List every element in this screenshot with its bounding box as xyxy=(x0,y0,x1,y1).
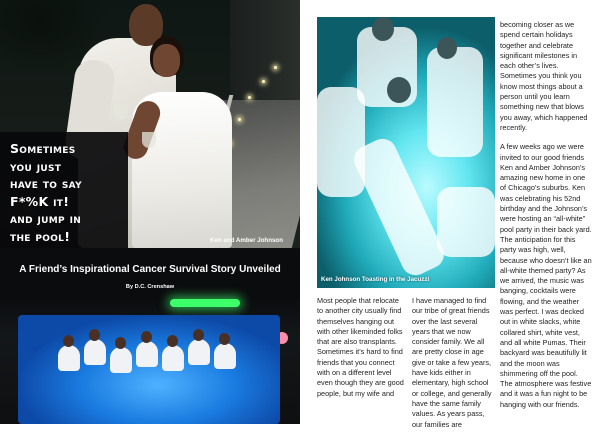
pool-water xyxy=(18,315,280,424)
photo-pool-party xyxy=(0,297,300,424)
swimmer xyxy=(84,339,106,365)
paragraph: becoming closer as we spend certain holidays together and celebrate significant milestones in each other’s lives. Sometimes you think you know most things about a person until you learn something new that blows you away, which happened recently. xyxy=(500,20,588,132)
paragraph: Most people that relocate to another city usually find themselves hanging out with other likeminded folks that are also transplants. Sometimes it’s hard to find friends that you connect with on a different level even though they are good people, but my wife and xyxy=(317,296,404,398)
right-page xyxy=(300,0,600,429)
article-column-1 xyxy=(317,296,407,408)
woman-head xyxy=(153,44,180,77)
headline-line: F*%K it! xyxy=(10,193,70,209)
headline-line: Sometimes xyxy=(10,141,76,156)
paragraph: A few weeks ago we were invited to our good friends Ken and Amber Johnson’s amazing new home in one of Chicago’s suburbs. Ken was celebrating his 52nd birthday and the Johnson’s were hosting an “all-white” pool party in their back yard. The anticipation for this party was high, well, because who doesn’t like an all-white themed party? As we arrived, the music was banging, cocktails were flowing, and the weather was perfect. I was decked out in white slacks, white collared shirt, white vest, and all white Pumas. Their backyard was beautifully lit and the moon was shimmering off the pool. The atmosphere was festive and it was a fun night to be hanging with our friends. xyxy=(500,142,592,409)
paragraph: I have managed to find our tribe of great friends over the last several years that we now consider family. We all are pretty close in age give or take a few years, have kids either in elementary, high school or college, and generally have the same family values. As years pass, our families are xyxy=(412,296,492,429)
article-column-2 xyxy=(412,296,496,439)
lamp-light xyxy=(262,80,265,83)
swimmer xyxy=(188,339,210,365)
lamp-light xyxy=(248,96,251,99)
article-subtitle: A Friend’s Inspirational Cancer Survival Story Unveiled xyxy=(19,264,281,275)
green-pool-light xyxy=(170,299,240,307)
headline-line: and jump in xyxy=(10,211,82,226)
headline-box xyxy=(0,132,128,248)
swimmer xyxy=(136,341,158,367)
caption-jacuzzi: Ken Johnson Toasting in the Jacuzzi xyxy=(321,276,430,283)
lamp-light xyxy=(238,118,241,121)
swimmer xyxy=(162,345,184,371)
raised-arm xyxy=(349,134,448,279)
headline-line: have to say xyxy=(10,176,82,191)
article-byline: By D.C. Crenshaw xyxy=(125,284,175,290)
swimmer xyxy=(110,347,132,373)
headline-line: you just xyxy=(10,158,62,174)
photo-jacuzzi xyxy=(317,17,495,288)
photo-ken-and-amber xyxy=(0,0,300,248)
left-page xyxy=(0,0,300,424)
wine-glass xyxy=(114,104,128,120)
caption-ken-and-amber: Ken and Amber Johnson xyxy=(210,237,283,244)
lamp-light xyxy=(274,66,277,69)
wine-glass xyxy=(142,132,156,148)
swimmer xyxy=(58,345,80,371)
article-column-3 xyxy=(500,20,592,419)
headline-line: the pool! xyxy=(10,228,71,244)
man-toasting xyxy=(387,77,411,103)
swimmer xyxy=(214,343,236,369)
